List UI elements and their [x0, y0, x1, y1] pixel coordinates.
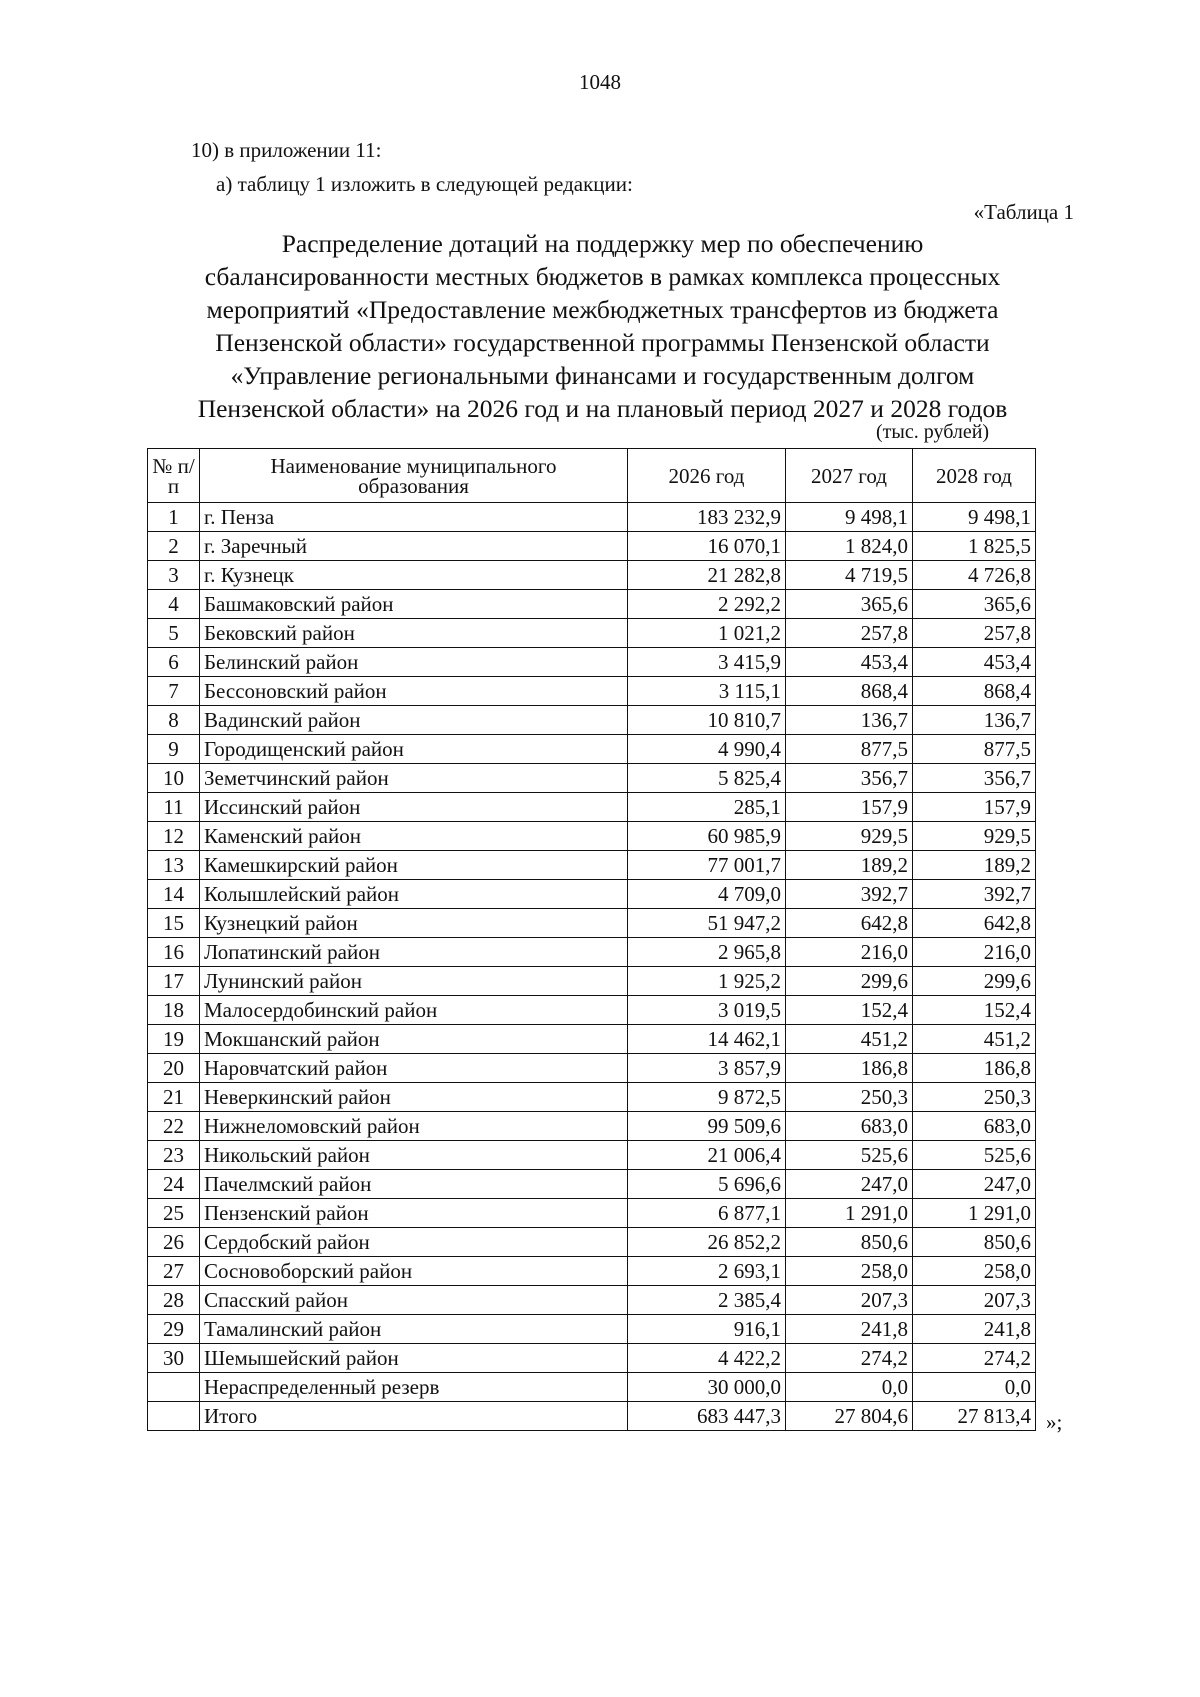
row-name: Сердобский район	[200, 1228, 628, 1257]
value-2027: 216,0	[786, 938, 913, 967]
value-2027: 9 498,1	[786, 503, 913, 532]
table-row	[148, 880, 1036, 909]
row-name: Нераспределенный резерв	[200, 1373, 628, 1402]
row-name: Вадинский район	[200, 706, 628, 735]
row-number: 5	[148, 619, 200, 648]
value-2026: 77 001,7	[628, 851, 786, 880]
value-2028: 877,5	[913, 735, 1036, 764]
title-line: Пензенской области» государственной программы Пензенской области	[215, 328, 990, 357]
value-2028: 868,4	[913, 677, 1036, 706]
value-2028: 0,0	[913, 1373, 1036, 1402]
value-2026: 183 232,9	[628, 503, 786, 532]
value-2027: 929,5	[786, 822, 913, 851]
value-2027: 392,7	[786, 880, 913, 909]
row-name: Малосердобинский район	[200, 996, 628, 1025]
value-2028: 189,2	[913, 851, 1036, 880]
table-row	[148, 1170, 1036, 1199]
row-name: Лопатинский район	[200, 938, 628, 967]
row-number: 4	[148, 590, 200, 619]
table-row	[148, 793, 1036, 822]
table-row	[148, 677, 1036, 706]
table-row	[148, 938, 1036, 967]
value-2028: 356,7	[913, 764, 1036, 793]
row-name: г. Кузнецк	[200, 561, 628, 590]
row-name: Иссинский район	[200, 793, 628, 822]
value-2027: 4 719,5	[786, 561, 913, 590]
header-2028: 2028 год	[913, 449, 1036, 503]
value-2028: 136,7	[913, 706, 1036, 735]
row-name: Башмаковский район	[200, 590, 628, 619]
value-2028: 9 498,1	[913, 503, 1036, 532]
value-2026: 99 509,6	[628, 1112, 786, 1141]
row-name: Нижнеломовский район	[200, 1112, 628, 1141]
row-number	[148, 1402, 200, 1431]
value-2027: 850,6	[786, 1228, 913, 1257]
table-row	[148, 1315, 1036, 1344]
value-2028: 451,2	[913, 1025, 1036, 1054]
value-2027: 877,5	[786, 735, 913, 764]
row-number: 24	[148, 1170, 200, 1199]
value-2026: 683 447,3	[628, 1402, 786, 1431]
value-2026: 4 990,4	[628, 735, 786, 764]
value-2028: 258,0	[913, 1257, 1036, 1286]
value-2028: 642,8	[913, 909, 1036, 938]
value-2027: 247,0	[786, 1170, 913, 1199]
value-2026: 26 852,2	[628, 1228, 786, 1257]
value-2026: 3 115,1	[628, 677, 786, 706]
table-label: «Таблица 1	[973, 200, 1074, 224]
value-2027: 1 824,0	[786, 532, 913, 561]
value-2028: 929,5	[913, 822, 1036, 851]
value-2028: 453,4	[913, 648, 1036, 677]
row-number: 16	[148, 938, 200, 967]
value-2027: 207,3	[786, 1286, 913, 1315]
title-line: «Управление региональными финансами и государственным долгом	[230, 361, 975, 390]
table-row	[148, 1257, 1036, 1286]
row-name: Сосновоборский район	[200, 1257, 628, 1286]
row-name: Бессоновский район	[200, 677, 628, 706]
row-number: 15	[148, 909, 200, 938]
row-number: 13	[148, 851, 200, 880]
row-number: 14	[148, 880, 200, 909]
value-2026: 5 696,6	[628, 1170, 786, 1199]
value-2028: 1 291,0	[913, 1199, 1036, 1228]
value-2028: 247,0	[913, 1170, 1036, 1199]
row-name: Итого	[200, 1402, 628, 1431]
value-2028: 241,8	[913, 1315, 1036, 1344]
value-2026: 30 000,0	[628, 1373, 786, 1402]
row-name: Колышлейский район	[200, 880, 628, 909]
value-2028: 257,8	[913, 619, 1036, 648]
row-name: Камешкирский район	[200, 851, 628, 880]
table-row	[148, 822, 1036, 851]
value-2026: 16 070,1	[628, 532, 786, 561]
value-2027: 683,0	[786, 1112, 913, 1141]
table-row	[148, 561, 1036, 590]
value-2027: 1 291,0	[786, 1199, 913, 1228]
title-line: мероприятий «Предоставление межбюджетных трансфертов из бюджета	[206, 295, 999, 324]
row-name: Каменский район	[200, 822, 628, 851]
value-2027: 356,7	[786, 764, 913, 793]
row-number: 10	[148, 764, 200, 793]
table-row	[148, 909, 1036, 938]
row-name: Никольский район	[200, 1141, 628, 1170]
table-row	[148, 503, 1036, 532]
value-2028: 186,8	[913, 1054, 1036, 1083]
header-2026: 2026 год	[628, 449, 786, 503]
value-2026: 21 006,4	[628, 1141, 786, 1170]
closing-mark: »;	[1046, 1410, 1063, 1434]
value-2028: 392,7	[913, 880, 1036, 909]
row-name: Белинский район	[200, 648, 628, 677]
table-header-row	[148, 449, 1036, 503]
table-row	[148, 967, 1036, 996]
row-number: 12	[148, 822, 200, 851]
row-number: 23	[148, 1141, 200, 1170]
table-row	[148, 1025, 1036, 1054]
row-name: Земетчинский район	[200, 764, 628, 793]
row-number: 19	[148, 1025, 200, 1054]
row-number: 27	[148, 1257, 200, 1286]
value-2027: 642,8	[786, 909, 913, 938]
row-number	[148, 1373, 200, 1402]
row-number: 6	[148, 648, 200, 677]
sub-item-text: а) таблицу 1 изложить в следующей редакции:	[216, 172, 633, 196]
value-2026: 10 810,7	[628, 706, 786, 735]
row-number: 29	[148, 1315, 200, 1344]
value-2027: 186,8	[786, 1054, 913, 1083]
row-name: г. Пенза	[200, 503, 628, 532]
page-number: 1048	[579, 70, 621, 94]
row-number: 7	[148, 677, 200, 706]
value-2027: 274,2	[786, 1344, 913, 1373]
value-2028: 525,6	[913, 1141, 1036, 1170]
title-line: сбалансированности местных бюджетов в рамках комплекса процессных	[204, 262, 1001, 291]
value-2026: 916,1	[628, 1315, 786, 1344]
table-row	[148, 1112, 1036, 1141]
item-heading: 10) в приложении 11:	[191, 138, 382, 162]
value-2027: 157,9	[786, 793, 913, 822]
table-row	[148, 996, 1036, 1025]
value-2027: 241,8	[786, 1315, 913, 1344]
row-name: Неверкинский район	[200, 1083, 628, 1112]
table-row	[148, 648, 1036, 677]
value-2027: 525,6	[786, 1141, 913, 1170]
value-2028: 274,2	[913, 1344, 1036, 1373]
header-2027: 2027 год	[786, 449, 913, 503]
value-2027: 152,4	[786, 996, 913, 1025]
row-name: Лунинский район	[200, 967, 628, 996]
table-row	[148, 764, 1036, 793]
value-2027: 136,7	[786, 706, 913, 735]
row-name: Спасский район	[200, 1286, 628, 1315]
value-2028: 250,3	[913, 1083, 1036, 1112]
table-row	[148, 619, 1036, 648]
table-body	[148, 503, 1036, 1431]
table-row	[148, 1373, 1036, 1402]
value-2026: 51 947,2	[628, 909, 786, 938]
value-2026: 5 825,4	[628, 764, 786, 793]
value-2028: 850,6	[913, 1228, 1036, 1257]
document-title	[140, 227, 1065, 425]
value-2026: 3 415,9	[628, 648, 786, 677]
value-2027: 868,4	[786, 677, 913, 706]
row-number: 22	[148, 1112, 200, 1141]
table-row	[148, 1199, 1036, 1228]
table-row	[148, 1286, 1036, 1315]
value-2026: 2 693,1	[628, 1257, 786, 1286]
table-row	[148, 1228, 1036, 1257]
value-2026: 3 019,5	[628, 996, 786, 1025]
table-row	[148, 851, 1036, 880]
title-line: Пензенской области» на 2026 год и на плановый период 2027 и 2028 годов	[197, 394, 1008, 423]
table-row	[148, 590, 1036, 619]
value-2028: 27 813,4	[913, 1402, 1036, 1431]
header-name: Наименование муниципального образования	[200, 449, 628, 503]
value-2027: 365,6	[786, 590, 913, 619]
value-2027: 189,2	[786, 851, 913, 880]
value-2026: 9 872,5	[628, 1083, 786, 1112]
value-2026: 3 857,9	[628, 1054, 786, 1083]
value-2027: 250,3	[786, 1083, 913, 1112]
header-num: № п/п	[148, 449, 200, 503]
table-row	[148, 1083, 1036, 1112]
row-number: 25	[148, 1199, 200, 1228]
value-2026: 6 877,1	[628, 1199, 786, 1228]
row-number: 9	[148, 735, 200, 764]
value-2026: 2 292,2	[628, 590, 786, 619]
row-number: 21	[148, 1083, 200, 1112]
value-2026: 2 385,4	[628, 1286, 786, 1315]
value-2026: 4 709,0	[628, 880, 786, 909]
subsidy-table	[147, 448, 1036, 1431]
table-row	[148, 1344, 1036, 1373]
table-row	[148, 532, 1036, 561]
value-2026: 21 282,8	[628, 561, 786, 590]
row-number: 8	[148, 706, 200, 735]
table-row	[148, 1141, 1036, 1170]
value-2027: 27 804,6	[786, 1402, 913, 1431]
row-number: 11	[148, 793, 200, 822]
value-2026: 1 925,2	[628, 967, 786, 996]
table-row	[148, 706, 1036, 735]
row-name: Бековский район	[200, 619, 628, 648]
table-row	[148, 735, 1036, 764]
row-name: Пачелмский район	[200, 1170, 628, 1199]
row-name: Наровчатский район	[200, 1054, 628, 1083]
row-number: 18	[148, 996, 200, 1025]
row-number: 30	[148, 1344, 200, 1373]
value-2027: 258,0	[786, 1257, 913, 1286]
row-number: 1	[148, 503, 200, 532]
value-2028: 4 726,8	[913, 561, 1036, 590]
table-row	[148, 1054, 1036, 1083]
row-number: 28	[148, 1286, 200, 1315]
row-name: Городищенский район	[200, 735, 628, 764]
row-number: 20	[148, 1054, 200, 1083]
title-line: Распределение дотаций на поддержку мер по обеспечению	[281, 229, 924, 258]
value-2027: 299,6	[786, 967, 913, 996]
row-name: г. Заречный	[200, 532, 628, 561]
value-2028: 157,9	[913, 793, 1036, 822]
value-2028: 683,0	[913, 1112, 1036, 1141]
value-2026: 1 021,2	[628, 619, 786, 648]
value-2026: 60 985,9	[628, 822, 786, 851]
value-2028: 152,4	[913, 996, 1036, 1025]
unit-note: (тыс. рублей)	[876, 421, 990, 443]
value-2027: 451,2	[786, 1025, 913, 1054]
value-2028: 365,6	[913, 590, 1036, 619]
value-2026: 285,1	[628, 793, 786, 822]
row-name: Пензенский район	[200, 1199, 628, 1228]
value-2028: 299,6	[913, 967, 1036, 996]
value-2026: 2 965,8	[628, 938, 786, 967]
row-number: 17	[148, 967, 200, 996]
value-2028: 216,0	[913, 938, 1036, 967]
value-2026: 4 422,2	[628, 1344, 786, 1373]
row-name: Шемышейский район	[200, 1344, 628, 1373]
value-2027: 453,4	[786, 648, 913, 677]
value-2027: 257,8	[786, 619, 913, 648]
table-row	[148, 1402, 1036, 1431]
row-name: Мокшанский район	[200, 1025, 628, 1054]
row-number: 2	[148, 532, 200, 561]
value-2027: 0,0	[786, 1373, 913, 1402]
row-name: Кузнецкий район	[200, 909, 628, 938]
row-name: Тамалинский район	[200, 1315, 628, 1344]
row-number: 3	[148, 561, 200, 590]
value-2028: 207,3	[913, 1286, 1036, 1315]
row-number: 26	[148, 1228, 200, 1257]
value-2026: 14 462,1	[628, 1025, 786, 1054]
value-2028: 1 825,5	[913, 532, 1036, 561]
